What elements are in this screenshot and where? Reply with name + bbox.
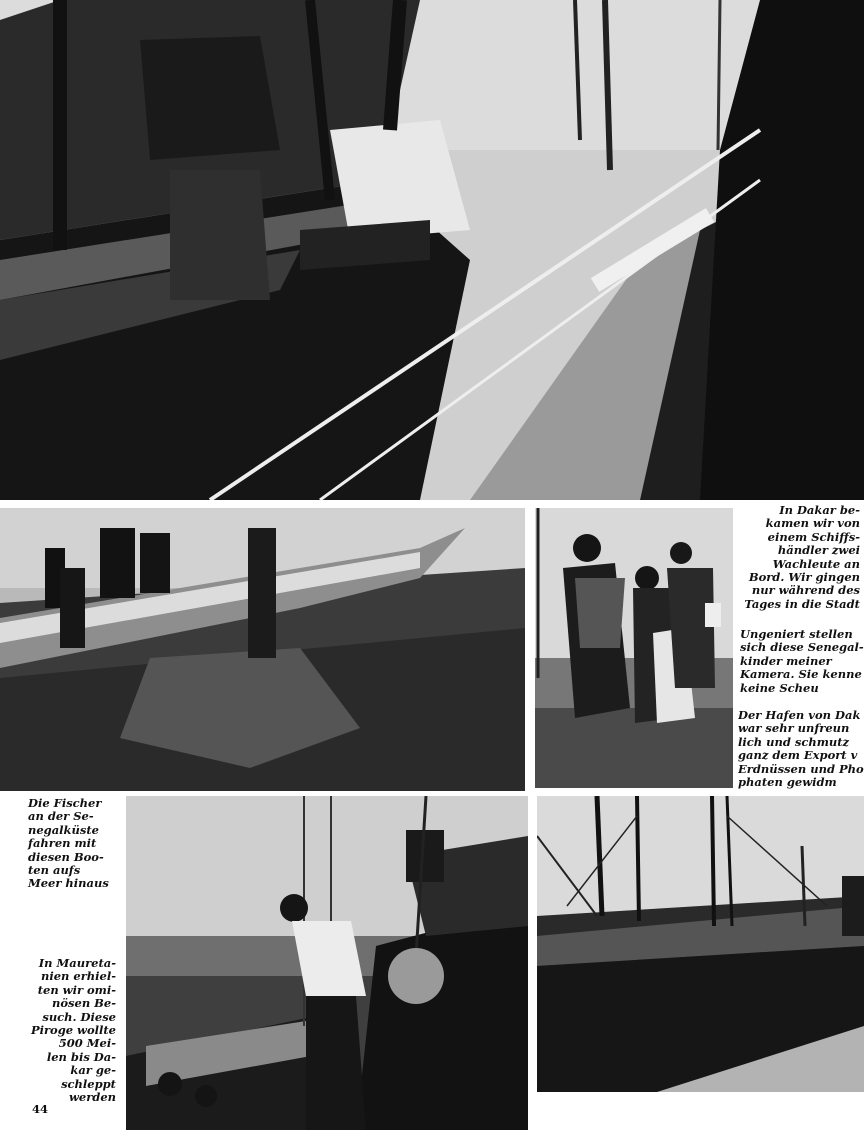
dinghy-pirogue-photo <box>126 796 528 1130</box>
caption-dakar-harbor: Der Hafen von Dak war sehr unfreun lich und schmutz ganz dem Export v Erdnüssen und Pho phaten gewidm <box>738 709 864 790</box>
page-number: 44 <box>32 1102 49 1116</box>
fishing-boat-beach-photo <box>0 508 525 791</box>
caption-senegal-children: Ungeniert stellen sich diese Senegal- kinder meiner Kamera. Sie kenne keine Scheu <box>740 628 864 695</box>
ship-deck-photo <box>0 0 864 500</box>
senegal-children-photo <box>535 508 733 788</box>
dakar-harbor-photo <box>537 796 864 1092</box>
caption-dakar-guards: In Dakar be- kamen wir von einem Schiffs- händler zwei Wachleute an Bord. Wir gingen nur während des Tages in die Stadt <box>744 503 860 611</box>
caption-fishermen: Die Fischer an der Se- negalküste fahren mit diesen Boo- ten aufs Meer hinaus <box>28 796 109 891</box>
caption-mauretania: In Maureta- nien erhiel- ten wir omi- nösen Be- such. Diese Piroge wollte 500 Mei- len bis Da- kar ge- schleppt werden <box>30 956 116 1105</box>
